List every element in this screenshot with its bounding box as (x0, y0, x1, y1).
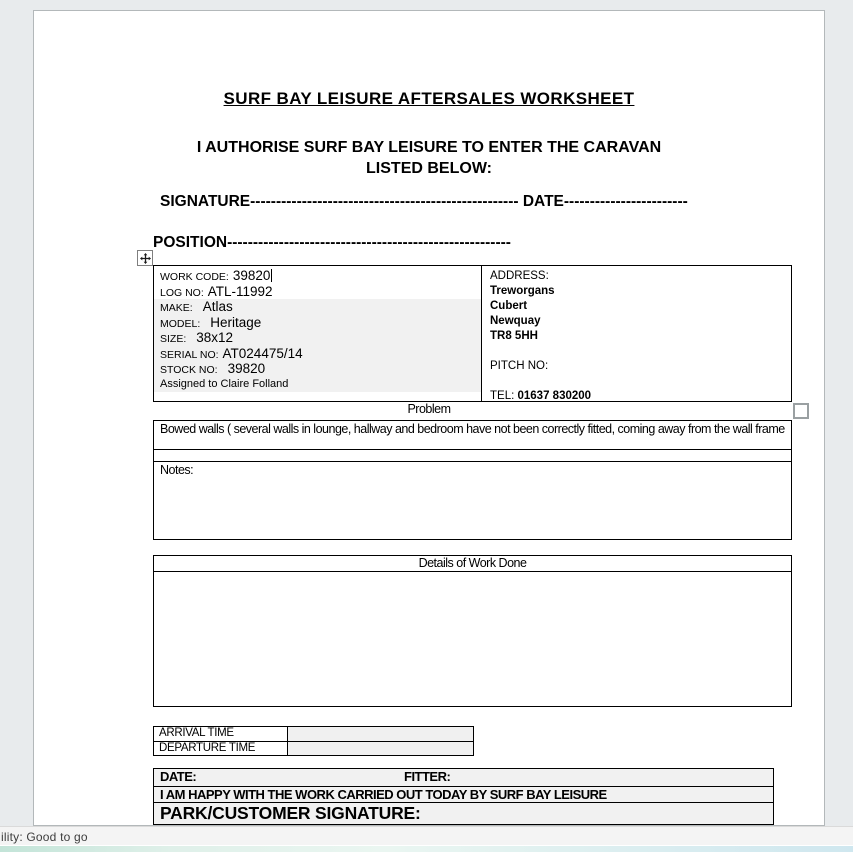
model-row (154, 315, 481, 331)
caravan-info-table (153, 265, 792, 402)
text-cursor (271, 269, 272, 282)
work-code-row (154, 268, 481, 284)
stock-no-value: 39820 (227, 361, 266, 376)
arrival-departure-table (153, 726, 474, 756)
authorise-line-2: LISTED BELOW: (366, 160, 492, 177)
signoff-table (153, 768, 774, 825)
work-code-label: WORK CODE: (160, 271, 229, 283)
arrival-time-label: ARRIVAL TIME (154, 727, 288, 741)
make-value: Atlas (202, 299, 233, 314)
problem-empty-row[interactable] (154, 449, 791, 461)
serial-no-row (154, 346, 481, 362)
problem-table (153, 420, 792, 540)
fitter-label: FITTER: (404, 769, 451, 784)
address-line: Treworgans (490, 285, 555, 297)
address-label: ADDRESS: (490, 270, 549, 282)
problem-description[interactable]: Bowed walls ( several walls in lounge, hallway and bedroom have not been correctly fitted, coming away from the wall frame (160, 422, 785, 436)
details-body-cell[interactable] (154, 572, 791, 706)
date-label: DATE: (160, 769, 197, 784)
make-label: MAKE: (160, 302, 193, 314)
table-move-handle-icon[interactable] (137, 250, 153, 266)
stock-no-row (154, 361, 481, 377)
address-line: TR8 5HH (490, 330, 538, 342)
pitch-no-label: PITCH NO: (490, 360, 549, 372)
log-no-label: LOG NO: (160, 286, 204, 299)
log-no-row (154, 284, 481, 300)
window-bottom-edge (0, 845, 853, 852)
size-row (154, 330, 481, 346)
document-page (33, 10, 825, 826)
departure-time-label: DEPARTURE TIME (154, 742, 288, 755)
model-value: Heritage (210, 314, 262, 330)
size-label: SIZE: (160, 333, 187, 345)
four-way-arrow-icon (140, 253, 151, 264)
position-line: POSITION------------------------------------------------------- (153, 234, 511, 251)
tel-value: 01637 830200 (517, 390, 592, 402)
details-header: Details of Work Done (154, 556, 791, 572)
park-customer-signature-label[interactable]: PARK/CUSTOMER SIGNATURE: (154, 802, 773, 824)
make-row (154, 299, 481, 315)
arrival-time-value-cell[interactable] (288, 727, 473, 741)
departure-time-value-cell[interactable] (288, 742, 473, 755)
authorise-heading (34, 137, 824, 179)
spacer (490, 374, 791, 389)
notes-cell[interactable]: Notes: (154, 461, 791, 539)
happy-statement: I AM HAPPY WITH THE WORK CARRIED OUT TODAY BY SURF BAY LEISURE (154, 786, 773, 802)
log-no-value: ATL-11992 (207, 283, 273, 299)
arrival-time-row (154, 727, 473, 741)
details-of-work-table (153, 555, 792, 707)
work-code-value: 39820 (232, 268, 271, 283)
assigned-note: Assigned to Claire Folland (154, 377, 481, 393)
serial-no-label: SERIAL NO: (160, 348, 219, 361)
status-bar (0, 826, 853, 845)
authorise-line-1: I AUTHORISE SURF BAY LEISURE TO ENTER THE CARAVAN (196, 139, 662, 156)
model-label: MODEL: (160, 317, 201, 330)
document-title: SURF BAY LEISURE AFTERSALES WORKSHEET (223, 89, 635, 108)
date-fitter-row[interactable] (154, 769, 773, 786)
caravan-info-left-cell[interactable] (154, 266, 482, 401)
address-line: Cubert (490, 300, 528, 312)
tel-label: TEL: (490, 390, 515, 402)
spacer (490, 344, 791, 359)
size-value: 38x12 (196, 330, 234, 345)
signature-date-line: SIGNATURE---------------------------------------------------- DATE------------------------ (160, 193, 688, 210)
table-resize-handle[interactable] (793, 403, 809, 419)
customer-address-cell[interactable] (482, 266, 791, 401)
departure-time-row (154, 741, 473, 755)
serial-no-value: AT024475/14 (222, 345, 303, 361)
address-line: Newquay (490, 315, 541, 327)
stock-no-label: STOCK NO: (160, 364, 218, 376)
accessibility-status-text[interactable]: ility: Good to go (1, 830, 88, 844)
problem-section-header: Problem (407, 402, 451, 416)
